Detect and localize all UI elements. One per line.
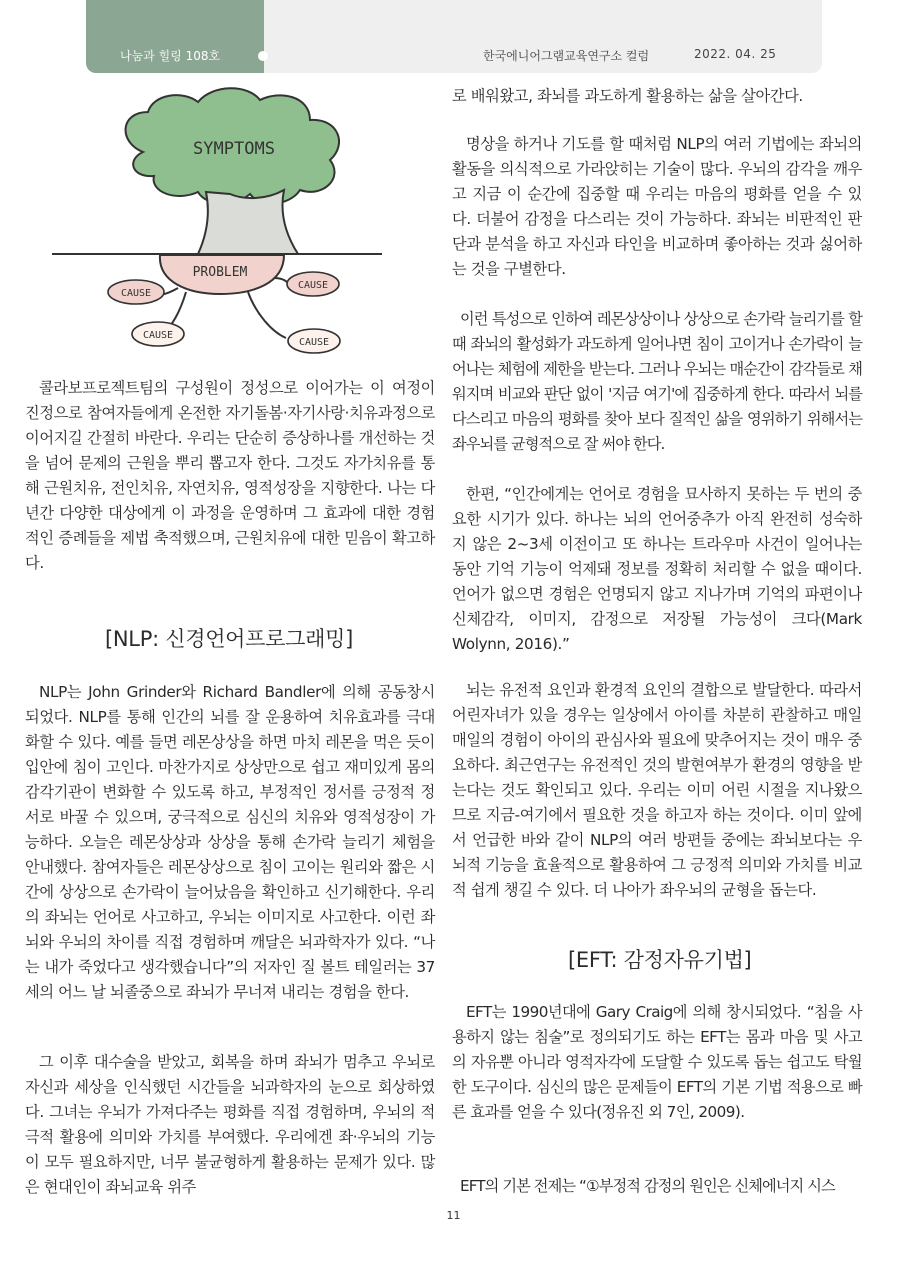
right-paragraph-1 (452, 84, 862, 109)
issue-label: 나눔과 힐링 108호 (120, 49, 221, 63)
page-number: 11 (446, 1209, 461, 1222)
right-paragraph-2 (452, 132, 862, 282)
cause-label-2: CAUSE (297, 280, 329, 291)
right-paragraph-5 (452, 678, 862, 903)
paragraph-text: 로 배워왔고, 좌뇌를 과도하게 활용하는 삶을 살아간다. (452, 87, 803, 105)
eft-heading: [EFT: 감정자유기법] (568, 948, 752, 972)
left-paragraph-3 (25, 1050, 435, 1200)
right-paragraph-3 (452, 307, 862, 457)
symptoms-label: SYMPTOMS (193, 139, 275, 159)
right-paragraph-4 (452, 482, 862, 657)
cause-label-4: CAUSE (298, 337, 330, 348)
paragraph-text: 이런 특성으로 인하여 레몬상상이나 상상으로 손가락 늘리기를 할 때 좌뇌의 활성화가 과도하게 일어나면 침이 고이거나 손가락이 늘어나는 체험에 제한을 받는다. 그러나 우뇌는 매순간이 감각들로 채워지며 비교와 판단 없이 '지금 여기'에 집중하게 한다. 따라서 뇌를 다스리고 마음의 평화를 찾아 보다 질적인 삶을 영위하기 위해서는 좌우뇌를 균형적으로 잘 써야 한다. (452, 310, 862, 453)
paragraph-text: NLP는 John Grinder와 Richard Bandler에 의해 공동창시 되었다. NLP를 통해 인간의 뇌를 잘 운용하여 치유효과를 극대화할 수 있다. 예를 들면 레몬상상을 하면 마치 레몬을 먹은 듯이 입안에 침이 고인다. 마찬가지로 상상만으로 쉽고 재미있게 몸의 감각기관이 변화할 수 있도록 하고, 부정적인 정서를 긍정적 정서로 바꿀 수 있으며, 궁극적으로 심신의 치유와 영적성장이 가능하다. 오늘은 레몬상상과 상상을 통해 손가락 늘리기 체험을 안내했다. 참여자들은 레몬상상으로 침이 고이는 원리와 짧은 시간에 상상으로 손가락이 늘어났음을 확인하고 신기해한다. 우리의 좌뇌는 언어로 사고하고, 우뇌는 이미지로 사고한다. 이런 좌뇌와 우뇌의 차이를 직접 경험하며 깨달은 뇌과학자가 있다. “나는 내가 죽었다고 생각했습니다”의 저자인 질 볼트 테일러는 37세의 어느 날 뇌졸중으로 좌뇌가 무너져 내리는 경험을 한다. (25, 683, 435, 1001)
paragraph-text: 뇌는 유전적 요인과 환경적 요인의 결합으로 발달한다. 따라서 어린자녀가 있을 경우는 일상에서 아이를 차분히 관찰하고 매일 매일의 경험이 아이의 관심사와 필요에 맞추어지는 것이 매우 중요하다. 최근연구는 유전적인 것의 발현여부가 환경의 영향을 받는다는 것도 확인되고 있다. 우리는 이미 어린 시절을 지나왔으므로 지금-여기에서 필요한 것을 하고자 하는 것이다. 이미 앞에서 언급한 바와 같이 NLP의 여러 방편들 중에는 좌뇌보다는 우뇌적 기능을 효율적으로 활용하여 그 긍정적 의미와 가치를 비교적 쉽게 챙길 수 있다. 더 나아가 좌우뇌의 균형을 돕는다. (452, 681, 862, 899)
problem-label: PROBLEM (192, 265, 248, 280)
paragraph-text: 명상을 하거나 기도를 할 때처럼 NLP의 여러 기법에는 좌뇌의 활동을 의식적으로 가라앉히는 기술이 많다. 우뇌의 감각을 깨우고 지금 이 순간에 집중할 때 우리는 마음의 평화를 얻을 수 있다. 더불어 감정을 다스리는 것이 가능하다. 좌뇌는 비판적인 판단과 분석을 하고 자신과 타인을 비교하며 좋아하는 것과 싫어하는 것을 구별한다. (452, 135, 862, 278)
date-label: 2022. 04. 25 (694, 47, 777, 61)
paragraph-text: 콜라보프로젝트팀의 구성원이 정성으로 이어가는 이 여정이 진정으로 참여자들에게 온전한 자기돌봄·자기사랑·치유과정으로 이어지길 간절히 바란다. 우리는 단순히 증상하나를 개선하는 것을 넘어 문제의 근원을 뿌리 뽑고자 한다. 그것도 자가치유를 통해 근원치유, 전인치유, 자연치유, 영적성장을 지향한다. 나는 다년간 다양한 대상에게 이 과정을 운영하며 그 효과에 대한 경험적인 증례들을 제법 축적했으며, 근원치유에 대한 믿음이 확고하다. (25, 379, 435, 572)
left-paragraph-2 (25, 680, 435, 1005)
right-paragraph-7 (452, 1174, 862, 1199)
nlp-heading: [NLP: 신경언어프로그래밍] (105, 627, 353, 651)
paragraph-text: 그 이후 대수술을 받았고, 회복을 하며 좌뇌가 멈추고 우뇌로 자신과 세상을 인식했던 시간들을 뇌과학자의 눈으로 회상하였다. 그녀는 우뇌가 가져다주는 평화를 직접 경험하며, 우뇌의 적극적 활용에 의미와 가치를 부여했다. 우리에겐 좌·우뇌의 기능이 모두 필요하지만, 너무 불균형하게 활용하는 문제가 있다. 많은 현대인이 좌뇌교육 위주 (25, 1053, 435, 1196)
column-label: 한국에니어그램교육연구소 컬럼 (483, 49, 650, 63)
left-paragraph-1 (25, 376, 435, 576)
right-paragraph-6 (452, 1000, 862, 1125)
cause-label-1: CAUSE (120, 288, 152, 299)
paragraph-text: EFT는 1990년대에 Gary Craig에 의해 창시되었다. “침을 사용하지 않는 침술”로 정의되기도 하는 EFT는 몸과 마음 및 사고의 자유뿐 아니라 영적자각에 도달할 수 있도록 돕는 쉽고도 탁월한 도구이다. 심신의 많은 문제들이 EFT의 기본 기법 적용으로 빠른 효과를 얻을 수 있다(정유진 외 7인, 2009). (452, 1003, 862, 1121)
paragraph-text: 한편, “인간에게는 언어로 경험을 묘사하지 못하는 두 번의 중요한 시기가 있다. 하나는 뇌의 언어중추가 아직 완전히 성숙하지 않은 2~3세 이전이고 또 하나는 트라우마 사건이 일어나는 동안 기억 기능이 억제돼 정보를 정확히 처리할 수 없을 때이다. 언어가 없으면 경험은 언명되지 않고 지나가며 기억의 파편이나 신체감각, 이미지, 감정으로 저장될 가능성이 크다(Mark Wolynn, 2016).” (452, 485, 862, 653)
cause-label-3: CAUSE (142, 330, 174, 341)
header-dot (258, 51, 268, 61)
symptoms-problem-tree-illustration (48, 82, 420, 372)
paragraph-text: EFT의 기본 전제는 “①부정적 감정의 원인은 신체에너지 시스 (460, 1177, 835, 1195)
